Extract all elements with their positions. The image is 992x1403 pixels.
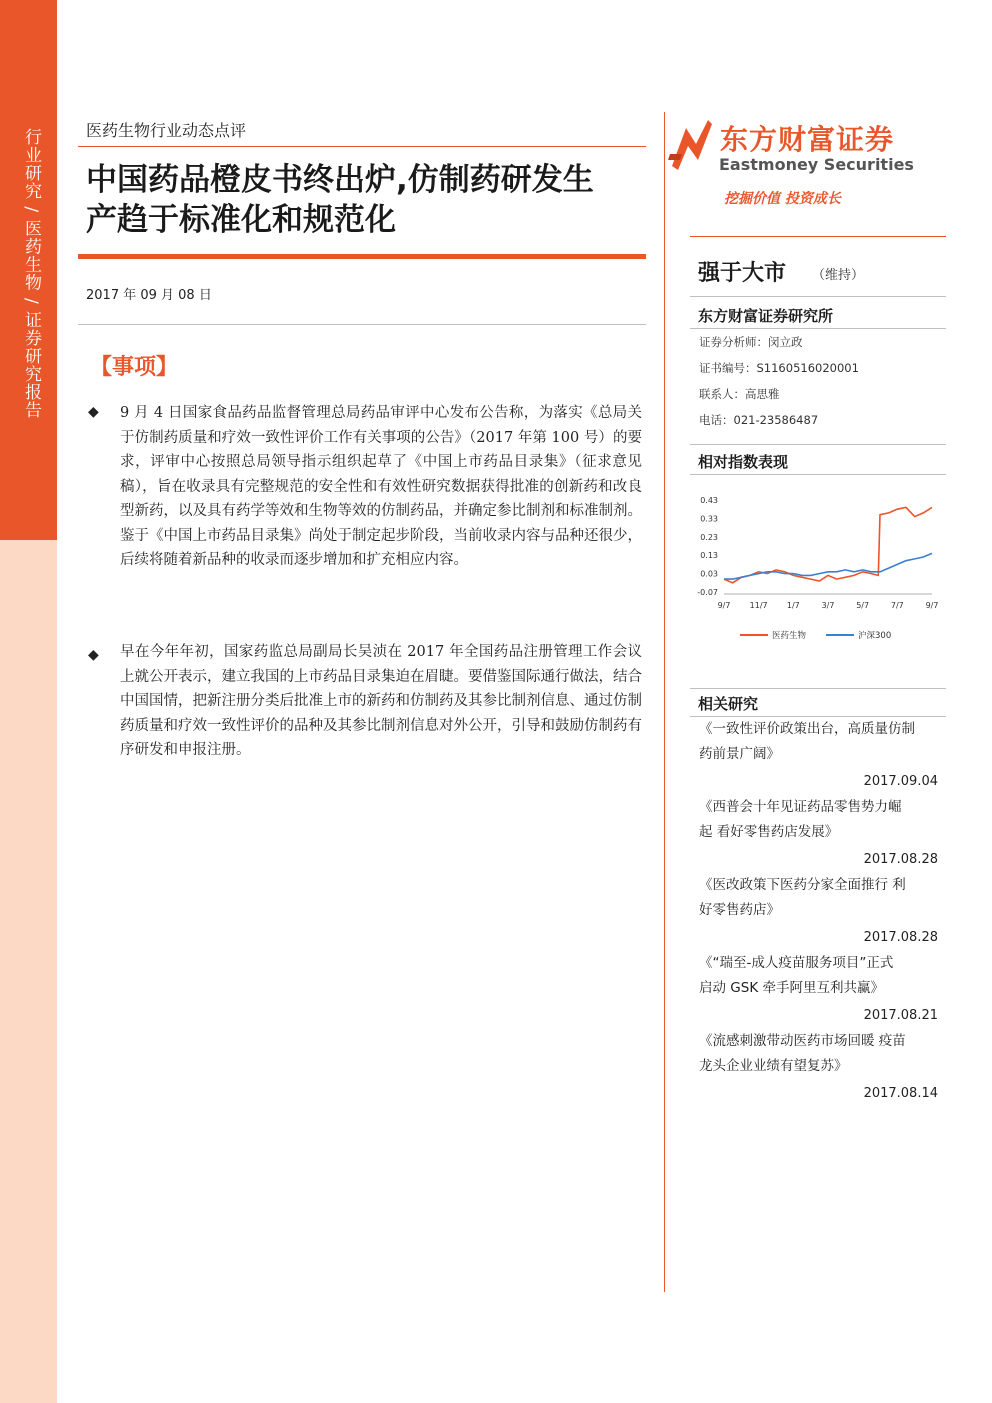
related-title-line2: 好零售药店》: [699, 902, 780, 918]
related-item[interactable]: [699, 1029, 941, 1079]
title-line-2: 产趋于标准化和规范化: [86, 202, 396, 238]
related-date: 2017.08.14: [863, 1086, 938, 1101]
report-title: [86, 160, 646, 240]
y-tick-label: 0.13: [700, 551, 718, 561]
chart-heading: 相对指数表现: [698, 453, 789, 471]
legend-label: 沪深300: [858, 631, 892, 641]
sidebar-category-text: 行业研究 / 医药生物 / 证券研究报告: [21, 128, 41, 420]
institute-name: 东方财富证券研究所: [698, 307, 834, 325]
brand-slogan: 挖掘价值 投资成长: [724, 191, 841, 207]
x-tick-label: 7/7: [890, 601, 904, 610]
y-tick-label: -0.07: [697, 588, 718, 597]
related-title-line2: 药前景广阔》: [699, 746, 780, 762]
related-date: 2017.08.21: [863, 1008, 938, 1023]
related-item[interactable]: [699, 951, 941, 1001]
y-tick-label: 0.23: [700, 532, 718, 542]
relative-index-chart: [690, 486, 946, 646]
bullet-icon: ◆: [88, 404, 99, 420]
x-tick-label: 9/7: [925, 601, 939, 610]
x-tick-label: 9/7: [717, 601, 731, 610]
legend-label: 医药生物: [772, 631, 807, 641]
related-title-line1: 《医改政策下医药分家全面推行 利: [699, 877, 906, 893]
x-tick-label: 11/7: [749, 601, 768, 610]
related-date: 2017.08.28: [863, 852, 938, 867]
related-title-line2: 启动 GSK 牵手阿里互利共赢》: [699, 980, 884, 996]
rating-label: 强于大市: [698, 261, 787, 286]
chart-heading-rule: [690, 444, 946, 445]
header-rule: [78, 146, 646, 147]
y-tick-label: 0.03: [700, 569, 718, 579]
date-rule: [78, 324, 646, 325]
column-divider: [664, 112, 665, 1292]
section-heading: 【事项】: [90, 354, 179, 380]
related-heading: 相关研究: [698, 695, 759, 713]
related-title-line2: 起 看好零售药店发展》: [699, 824, 839, 840]
y-tick-label: 0.43: [700, 496, 718, 505]
institute-rule: [690, 296, 946, 297]
institute-rule-bottom: [690, 328, 946, 329]
related-item[interactable]: [699, 717, 941, 767]
related-title-line1: 《流感刺激带动医药市场回暖 疫苗: [699, 1033, 906, 1049]
related-title-line1: 《“瑞至-成人疫苗服务项目”正式: [699, 955, 894, 971]
related-title-line2: 龙头企业业绩有望复苏》: [699, 1058, 848, 1074]
cert-number: 证书编号：S1160516020001: [699, 361, 859, 375]
chart-heading-rule-bottom: [690, 474, 946, 475]
x-tick-label: 3/7: [821, 601, 835, 610]
y-tick-label: 0.33: [700, 514, 718, 524]
brand-name-en: Eastmoney Securities: [719, 155, 914, 174]
brand-name-cn: 东方财富证券: [720, 123, 895, 156]
contact-phone: 电话：021-23586487: [699, 413, 819, 427]
brand-logo-icon: [668, 114, 716, 174]
title-line-1: 中国药品橙皮书终出炉,仿制药研发生: [86, 162, 594, 198]
related-title-line1: 《一致性评价政策出台，高质量仿制: [699, 721, 915, 737]
rating-note: （维持）: [812, 268, 865, 283]
analyst-name: 证券分析师：闵立政: [699, 335, 803, 349]
related-date: 2017.09.04: [863, 774, 938, 789]
x-tick-label: 1/7: [786, 601, 800, 610]
paragraph-2: 早在今年年初，国家药监总局副局长吴浈在 2017 年全国药品注册管理工作会议上就公开表示，建立我国的上市药品目录集迫在眉睫。要借鉴国际通行做法，结合中国国情，把新注册分类后批准上市的新药和仿制药及其参比制剂信息、通过仿制药质量和疗效一致性评价的品种及其参比制剂信息对外公开，引导和鼓励仿制药有序研发和申报注册。: [120, 644, 642, 758]
report-date: 2017 年 09 月 08 日: [86, 288, 212, 303]
related-item[interactable]: [699, 873, 941, 923]
rating-rule: [690, 236, 946, 237]
report-type: 医药生物行业动态点评: [86, 121, 247, 140]
x-tick-label: 5/7: [856, 601, 870, 610]
related-title-line1: 《西普会十年见证药品零售势力崛: [699, 799, 902, 815]
bullet-icon: ◆: [88, 647, 99, 663]
contact-person: 联系人：高思雅: [699, 387, 780, 401]
related-date: 2017.08.28: [863, 930, 938, 945]
related-item[interactable]: [699, 795, 941, 845]
related-heading-rule: [690, 688, 946, 689]
paragraph-1: 9 月 4 日国家食品药品监督管理总局药品审评中心发布公告称，为落实《总局关于仿制药质量和疗效一致性评价工作有关事项的公告》（2017 年第 100 号）的要求，评审中心按照总局领导指示组织起草了《中国上市药品目录集》（征求意见稿），旨在收录具有完整规范的安全性和有效性研究数据获得批准的创新药和改良型新药，以及具有药学等效和生物等效的仿制药品，并确定参比制剂和标准制剂。鉴于《中国上市药品目录集》尚处于制定起步阶段，当前收录内容与品种还很少，后续将随着新品种的收录而逐步增加和扩充相应内容。: [120, 405, 642, 568]
title-rule: [78, 254, 646, 259]
